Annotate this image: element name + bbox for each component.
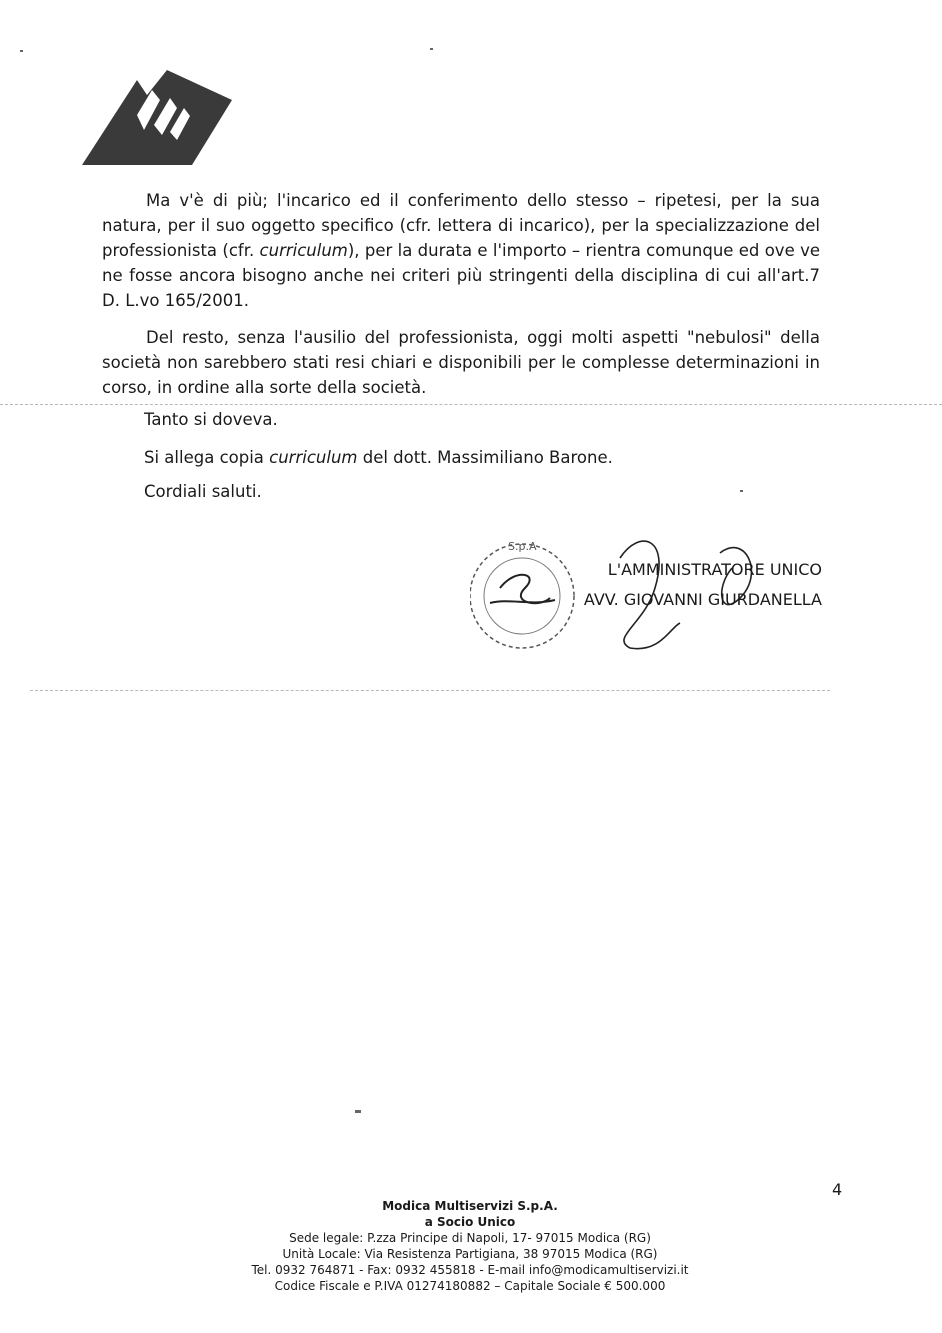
closing-line-2-pre: Si allega copia <box>144 448 270 467</box>
signer-name: AVV. GIOVANNI GIURDANELLA <box>583 590 822 609</box>
footer-line-1: Sede legale: P.zza Principe di Napoli, 17- 97015 Modica (RG) <box>289 1231 651 1245</box>
closing-line-3: Cordiali saluti. <box>144 482 262 501</box>
closing-line-2 <box>144 448 613 467</box>
signature-block <box>582 555 822 615</box>
paragraph-1-text: Ma v'è di più; l'incarico ed il conferimento dello stesso – ripetesi, per la sua natura, per il suo oggetto specifico (cfr. lettera di incarico), per la specializzazione del professionista (cfr. curriculum), per la durata e l'importo – rientra comunque ed ove ve ne fosse ancora bisogno anche nei criteri più stringenti della disciplina di cui all'art.7 D. L.vo 165/2001. <box>102 191 820 310</box>
scan-artifact-line-2 <box>30 690 830 691</box>
scan-speck <box>20 50 23 52</box>
signer-role: L'AMMINISTRATORE UNICO <box>607 560 822 579</box>
curriculum-word: curriculum <box>269 448 358 467</box>
scan-speck <box>355 1110 361 1113</box>
paragraph-1 <box>102 188 820 313</box>
closing-line-1: Tanto si doveva. <box>144 410 278 429</box>
footer-line-4: Codice Fiscale e P.IVA 01274180882 – Capitale Sociale € 500.000 <box>274 1279 666 1293</box>
footer-company: Modica Multiservizi S.p.A. <box>382 1199 558 1213</box>
page-number: 4 <box>832 1180 843 1199</box>
closing-line-2-post: del dott. Massimiliano Barone. <box>357 448 613 467</box>
paragraph-2 <box>102 325 820 400</box>
company-logo-icon <box>82 70 232 170</box>
scan-artifact-line <box>0 404 942 405</box>
svg-text:S.p.A: S.p.A <box>508 540 537 553</box>
footer-line-2: Unità Locale: Via Resistenza Partigiana, 38 97015 Modica (RG) <box>282 1247 658 1261</box>
footer-partner: a Socio Unico <box>424 1215 516 1229</box>
paragraph-2-text: Del resto, senza l'ausilio del professionista, oggi molti aspetti "nebulosi" della società non sarebbero stati resi chiari e disponibili per le complesse determinazioni in corso, in ordine alla sorte della società. <box>102 328 820 397</box>
footer-line-3: Tel. 0932 764871 - Fax: 0932 455818 - E-mail info@modicamultiservizi.it <box>251 1263 689 1277</box>
scan-speck <box>430 48 433 50</box>
footer <box>200 1198 740 1294</box>
scan-speck <box>740 490 743 492</box>
